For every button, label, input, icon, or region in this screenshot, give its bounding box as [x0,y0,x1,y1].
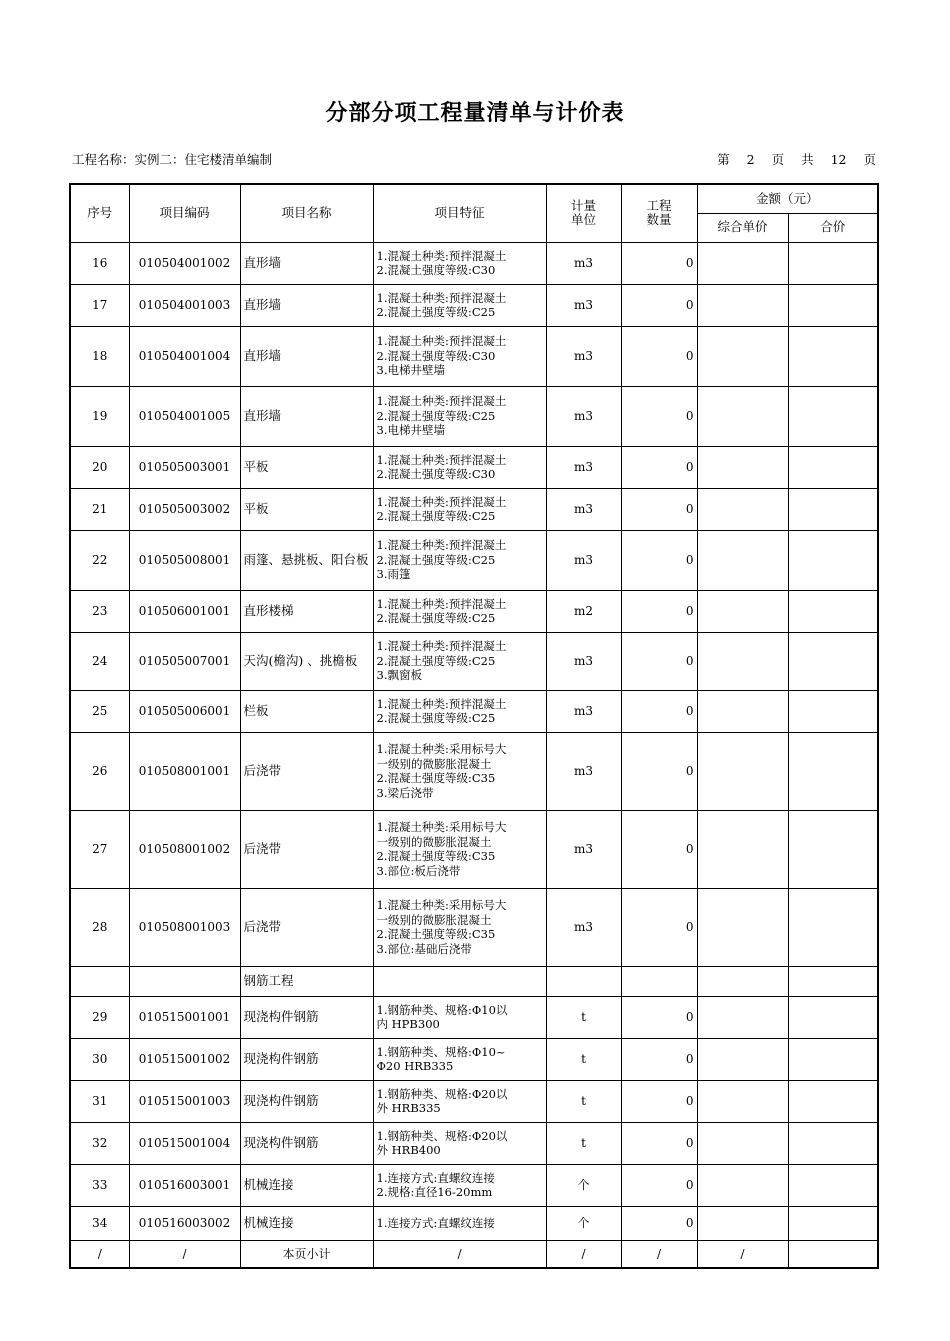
spec-line: 1.混凝土种类:预拌混凝土 [376,452,507,467]
row-unit: t [546,1038,621,1080]
subtotal-spec: / [373,1240,546,1268]
row-code: 010504001002 [129,242,240,284]
row-unit-price [697,530,788,590]
table-row [70,732,878,810]
row-total-price [788,1038,878,1080]
row-unit: t [546,996,621,1038]
row-qty: 0 [621,690,697,732]
spec-line: 2.混凝土强度等级:C30 [376,263,496,277]
table-row [70,386,878,446]
row-seq: 31 [70,1080,129,1122]
row-seq: 30 [70,1038,129,1080]
row-qty: 0 [621,1122,697,1164]
spec-line: 2.混凝土强度等级:C25 [376,611,496,625]
table-row [70,326,878,386]
row-unit: m3 [546,530,621,590]
spec-line: 2.混凝土强度等级:C25 [376,509,496,523]
subtotal-row [70,1240,878,1268]
row-code: 010505003002 [129,488,240,530]
row-total-price [788,446,878,488]
row-qty [621,966,697,996]
row-name: 钢筋工程 [240,966,373,996]
row-unit-price [697,1164,788,1206]
row-seq: 17 [70,284,129,326]
row-unit: 个 [546,1206,621,1240]
spec-line: 1.混凝土种类:预拌混凝土 [376,596,507,611]
row-code: 010504001003 [129,284,240,326]
spec-line: 一级别的微膨胀混凝土 [376,834,492,849]
spec-line: 1.钢筋种类、规格:Φ10以 [376,1002,508,1017]
row-unit: m3 [546,446,621,488]
subtotal-unit: / [546,1240,621,1268]
row-unit-price [697,810,788,888]
row-unit-price [697,1038,788,1080]
row-qty: 0 [621,284,697,326]
bill-table [69,183,879,1269]
spec-line: 3.梁后浇带 [376,785,434,800]
row-spec [373,1164,546,1206]
row-unit: 个 [546,1164,621,1206]
spec-line: 1.混凝土种类:预拌混凝土 [376,394,507,409]
row-qty: 0 [621,530,697,590]
row-seq: 23 [70,590,129,632]
spec-line: 1.混凝土种类:采用标号大 [376,898,507,912]
row-qty: 0 [621,446,697,488]
table-row [70,530,878,590]
spec-line: 2.混凝土强度等级:C25 [376,552,496,567]
row-unit-price [697,446,788,488]
col-name: 项目名称 [240,184,373,242]
row-name: 后浇带 [240,810,373,888]
subtotal-seq: / [70,1240,129,1268]
row-qty: 0 [621,632,697,690]
row-spec [373,732,546,810]
row-unit: t [546,1080,621,1122]
row-total-price [788,326,878,386]
spec-line: 3.飘窗板 [376,668,422,683]
table-row [70,1080,878,1122]
row-total-price [788,242,878,284]
row-code: 010515001002 [129,1038,240,1080]
table-row [70,1038,878,1080]
row-code: 010515001003 [129,1080,240,1122]
row-name: 直形墙 [240,326,373,386]
row-unit: m3 [546,326,621,386]
row-total-price [788,690,878,732]
row-qty: 0 [621,488,697,530]
spec-line: 1.混凝土种类:预拌混凝土 [376,334,507,349]
table-row [70,996,878,1038]
page-number: 2 [746,152,755,167]
spec-line: 3.电梯井壁墙 [376,423,445,438]
row-name: 机械连接 [240,1206,373,1240]
table-row [70,690,878,732]
row-unit-price [697,590,788,632]
spec-line: 1.混凝土种类:预拌混凝土 [376,248,507,263]
total-unit: 页 [863,152,876,167]
row-name: 平板 [240,446,373,488]
row-name: 机械连接 [240,1164,373,1206]
row-seq: 16 [70,242,129,284]
spec-line: 1.混凝土种类:预拌混凝土 [376,696,507,711]
col-code: 项目编码 [129,184,240,242]
row-code: 010516003002 [129,1206,240,1240]
row-unit: m3 [546,810,621,888]
row-unit: m2 [546,590,621,632]
row-total-price [788,530,878,590]
row-spec [373,1038,546,1080]
table-body [70,242,878,1240]
table-row [70,1164,878,1206]
row-code: 010505003001 [129,446,240,488]
row-name: 后浇带 [240,888,373,966]
row-name: 直形墙 [240,386,373,446]
row-unit-price [697,242,788,284]
col-seq: 序号 [70,184,129,242]
row-qty: 0 [621,810,697,888]
subtotal-unit-price: / [697,1240,788,1268]
row-seq: 28 [70,888,129,966]
spec-line: Φ20 HRB335 [376,1059,454,1073]
row-unit-price [697,326,788,386]
row-code: 010504001005 [129,386,240,446]
row-name: 现浇构件钢筋 [240,996,373,1038]
row-spec [373,326,546,386]
spec-line: 2.混凝土强度等级:C25 [376,653,496,668]
row-seq: 26 [70,732,129,810]
row-code: 010516003001 [129,1164,240,1206]
table-row [70,284,878,326]
row-spec [373,996,546,1038]
spec-line: 3.雨篷 [376,567,411,582]
row-unit [546,966,621,996]
row-seq: 25 [70,690,129,732]
row-unit-price [697,386,788,446]
spec-line: 2.混凝土强度等级:C25 [376,305,496,319]
col-unit: 计量 单位 [546,184,621,242]
row-spec [373,888,546,966]
row-name: 现浇构件钢筋 [240,1080,373,1122]
spec-line: 2.混凝土强度等级:C25 [376,711,496,725]
row-spec [373,690,546,732]
row-qty: 0 [621,996,697,1038]
row-name: 直形墙 [240,242,373,284]
row-seq [70,966,129,996]
row-spec [373,284,546,326]
row-seq: 19 [70,386,129,446]
row-name: 栏板 [240,690,373,732]
row-seq: 34 [70,1206,129,1240]
table-row [70,590,878,632]
row-code: 010508001003 [129,888,240,966]
row-unit-price [697,966,788,996]
row-name: 平板 [240,488,373,530]
spec-line: 2.规格:直径16-20mm [376,1185,493,1199]
row-code: 010515001001 [129,996,240,1038]
spec-line: 外 HRB400 [376,1143,441,1157]
col-total-price: 合价 [788,213,878,242]
col-amount: 金额（元） [697,184,878,213]
row-seq: 33 [70,1164,129,1206]
row-unit: m3 [546,284,621,326]
col-qty: 工程 数量 [621,184,697,242]
row-unit-price [697,996,788,1038]
row-unit-price [697,732,788,810]
row-qty: 0 [621,1080,697,1122]
row-spec [373,446,546,488]
table-row [70,446,878,488]
row-spec [373,1206,546,1240]
spec-line: 1.混凝土种类:采用标号大 [376,742,507,756]
row-seq: 20 [70,446,129,488]
subtotal-qty: / [621,1240,697,1268]
row-total-price [788,1080,878,1122]
row-qty: 0 [621,386,697,446]
table-row [70,632,878,690]
spec-line: 内 HPB300 [376,1017,440,1031]
col-spec: 项目特征 [373,184,546,242]
row-seq: 18 [70,326,129,386]
row-total-price [788,966,878,996]
spec-line: 1.混凝土种类:预拌混凝土 [376,538,507,553]
page-unit: 页 [771,152,785,167]
row-spec [373,386,546,446]
total-word: 共 [801,152,814,167]
row-code: 010505007001 [129,632,240,690]
row-unit: m3 [546,732,621,810]
spec-line: 一级别的微膨胀混凝土 [376,912,492,927]
row-name: 直形墙 [240,284,373,326]
row-spec [373,488,546,530]
row-spec [373,632,546,690]
row-total-price [788,632,878,690]
row-qty: 0 [621,590,697,632]
row-spec [373,1080,546,1122]
col-unit-price: 综合单价 [697,213,788,242]
row-unit: m3 [546,386,621,446]
spec-line: 外 HRB335 [376,1101,441,1115]
row-total-price [788,284,878,326]
row-total-price [788,1164,878,1206]
row-spec [373,966,546,996]
spec-line: 1.混凝土种类:预拌混凝土 [376,494,507,509]
spec-line: 1.钢筋种类、规格:Φ20以 [376,1086,508,1101]
row-seq: 24 [70,632,129,690]
spec-line: 1.混凝土种类:采用标号大 [376,820,507,834]
page-word: 第 [717,152,730,167]
table-row [70,888,878,966]
page-title: 分部分项工程量清单与计价表 [325,101,625,126]
row-seq: 29 [70,996,129,1038]
row-unit: m3 [546,690,621,732]
table-row [70,1122,878,1164]
spec-line: 1.钢筋种类、规格:Φ10~ [376,1044,506,1059]
row-unit-price [697,488,788,530]
row-unit: m3 [546,888,621,966]
row-unit-price [697,284,788,326]
row-name: 天沟(檐沟) 、挑檐板 [240,632,373,690]
row-total-price [788,590,878,632]
spec-line: 2.混凝土强度等级:C35 [376,771,496,785]
row-spec [373,530,546,590]
row-code: 010508001001 [129,732,240,810]
project-name: 工程名称：实例二：住宅楼清单编制 [72,152,273,167]
spec-line: 1.连接方式:直螺纹连接 [376,1170,495,1185]
row-total-price [788,996,878,1038]
row-total-price [788,1122,878,1164]
spec-line: 1.混凝土种类:预拌混凝土 [376,639,507,654]
spec-line: 2.混凝土强度等级:C30 [376,348,496,363]
row-qty: 0 [621,888,697,966]
row-unit-price [697,1080,788,1122]
spec-line: 2.混凝土强度等级:C35 [376,927,496,941]
row-total-price [788,888,878,966]
row-unit-price [697,888,788,966]
row-code: 010508001002 [129,810,240,888]
row-code: 010505008001 [129,530,240,590]
row-total-price [788,810,878,888]
subtotal-label: 本页小计 [240,1240,373,1268]
row-unit: t [546,1122,621,1164]
row-total-price [788,386,878,446]
row-name: 现浇构件钢筋 [240,1122,373,1164]
row-seq: 21 [70,488,129,530]
table-row [70,1206,878,1240]
row-name: 后浇带 [240,732,373,810]
row-unit-price [697,690,788,732]
table-row [70,810,878,888]
spec-line: 1.连接方式:直螺纹连接 [376,1215,495,1230]
spec-line: 一级别的微膨胀混凝土 [376,756,492,771]
spec-line: 2.混凝土强度等级:C35 [376,849,496,863]
row-total-price [788,488,878,530]
row-unit: m3 [546,632,621,690]
spec-line: 1.钢筋种类、规格:Φ20以 [376,1128,508,1143]
spec-line: 3.电梯井壁墙 [376,363,445,378]
row-code: 010505006001 [129,690,240,732]
table-row [70,966,878,996]
row-spec [373,242,546,284]
row-qty: 0 [621,326,697,386]
spec-line: 2.混凝土强度等级:C30 [376,467,496,481]
subtotal-code: / [129,1240,240,1268]
row-unit-price [697,632,788,690]
row-qty: 0 [621,1206,697,1240]
row-unit-price [697,1122,788,1164]
table-row [70,488,878,530]
spec-line: 3.部位:板后浇带 [376,863,461,878]
spec-line: 2.混凝土强度等级:C25 [376,408,496,423]
table-row [70,242,878,284]
row-spec [373,590,546,632]
row-code [129,966,240,996]
row-qty: 0 [621,1038,697,1080]
row-code: 010504001004 [129,326,240,386]
row-unit: m3 [546,242,621,284]
row-qty: 0 [621,1164,697,1206]
row-unit: m3 [546,488,621,530]
row-name: 直形楼梯 [240,590,373,632]
row-seq: 32 [70,1122,129,1164]
total-pages: 12 [830,152,847,167]
row-total-price [788,732,878,810]
row-qty: 0 [621,732,697,810]
row-spec [373,1122,546,1164]
row-unit-price [697,1206,788,1240]
row-code: 010515001004 [129,1122,240,1164]
spec-line: 3.部位:基础后浇带 [376,941,472,956]
row-name: 雨篷、悬挑板、阳台板 [240,530,373,590]
row-seq: 22 [70,530,129,590]
row-spec [373,810,546,888]
spec-line: 1.混凝土种类:预拌混凝土 [376,290,507,305]
row-qty: 0 [621,242,697,284]
row-seq: 27 [70,810,129,888]
row-total-price [788,1206,878,1240]
page-indicator [708,150,876,168]
subtotal-total-price [788,1240,878,1268]
row-name: 现浇构件钢筋 [240,1038,373,1080]
row-code: 010506001001 [129,590,240,632]
